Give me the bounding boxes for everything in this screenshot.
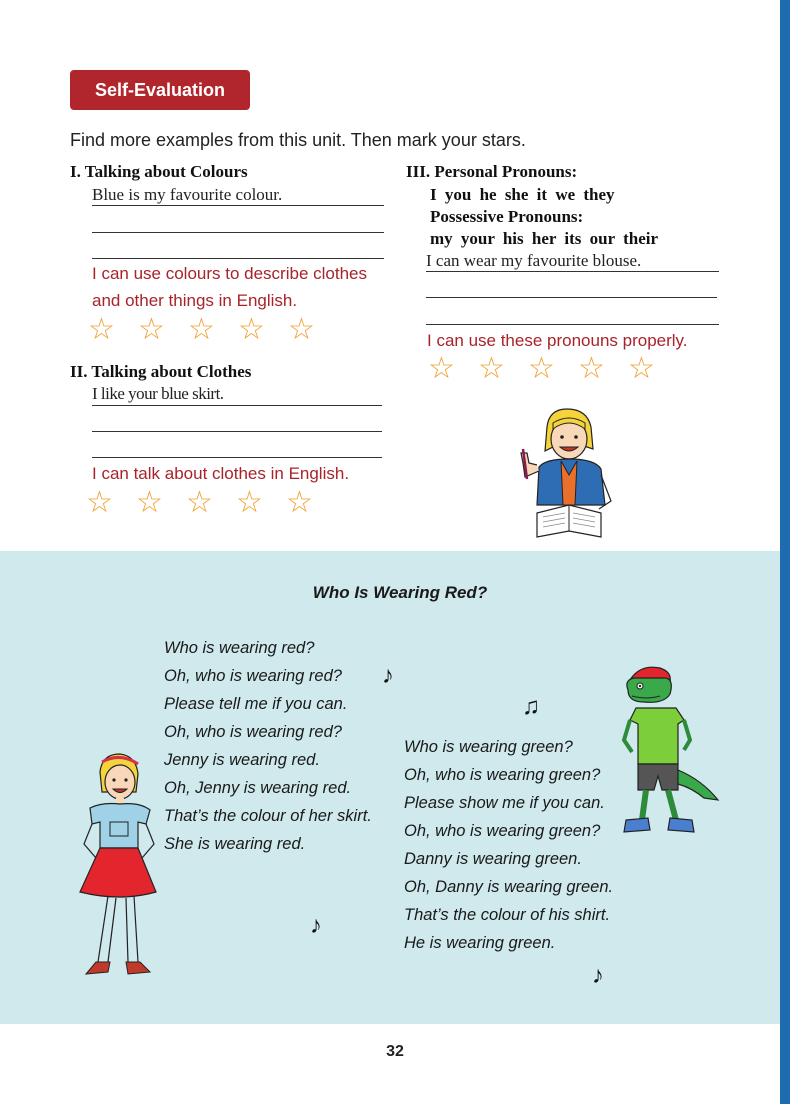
section2-heading: II. Talking about Clothes xyxy=(70,362,252,381)
star-icon[interactable]: ☆ xyxy=(578,352,605,385)
music-note-icon: ♫ xyxy=(522,693,540,720)
possessive-pronouns-list: my your his her its our their xyxy=(430,229,659,248)
star-icon[interactable]: ☆ xyxy=(238,313,265,346)
section3-can-do: I can use these pronouns properly. xyxy=(427,331,688,350)
star-icon[interactable]: ☆ xyxy=(138,313,165,346)
verse-line: Jenny is wearing red. xyxy=(164,751,320,769)
section2-can-do: I can talk about clothes in English. xyxy=(92,464,350,483)
verse-line: He is wearing green. xyxy=(404,934,556,952)
section3-heading: III. Personal Pronouns: xyxy=(406,162,578,181)
section1-writing-line-2 xyxy=(92,232,384,233)
star-icon[interactable]: ☆ xyxy=(286,486,313,519)
page-number: 32 xyxy=(386,1043,404,1060)
section1-writing-line-3 xyxy=(92,258,384,259)
music-note-icon: ♪ xyxy=(382,662,394,689)
verse-line: Oh, who is wearing red? xyxy=(164,667,342,685)
verse-line: Oh, who is wearing green? xyxy=(404,766,601,784)
verse-line: Who is wearing green? xyxy=(404,738,573,756)
jenny-girl-illustration xyxy=(66,752,166,982)
section1-can-do-line1: I can use colours to describe clothes xyxy=(92,264,367,283)
music-note-icon: ♪ xyxy=(310,912,322,939)
star-icon[interactable]: ☆ xyxy=(288,313,315,346)
verse-line: Oh, Jenny is wearing red. xyxy=(164,779,352,797)
verse-line: She is wearing red. xyxy=(164,835,306,853)
section1-can-do xyxy=(92,260,367,314)
star-icon[interactable]: ☆ xyxy=(188,313,215,346)
star-icon[interactable]: ☆ xyxy=(88,313,115,346)
verse-line: Danny is wearing green. xyxy=(404,850,582,868)
music-note-icon: ♪ xyxy=(592,962,604,989)
star-icon[interactable]: ☆ xyxy=(428,352,455,385)
star-icon[interactable]: ☆ xyxy=(86,486,113,519)
possessive-pronouns-heading: Possessive Pronouns: xyxy=(430,207,584,226)
verse-line: That’s the colour of her skirt. xyxy=(164,807,372,825)
section1-can-do-line2: and other things in English. xyxy=(92,291,298,310)
section2-star-rating[interactable] xyxy=(86,488,336,518)
verse-line: Oh, who is wearing green? xyxy=(404,822,601,840)
song-title: Who Is Wearing Red? xyxy=(312,583,488,602)
section1-writing-line-1 xyxy=(92,205,384,206)
star-icon[interactable]: ☆ xyxy=(478,352,505,385)
girl-reading-illustration xyxy=(515,405,625,545)
star-icon[interactable]: ☆ xyxy=(628,352,655,385)
verse-line: That’s the colour of his shirt. xyxy=(404,906,611,924)
verse-line: Oh, Danny is wearing green. xyxy=(404,878,614,896)
star-icon[interactable]: ☆ xyxy=(236,486,263,519)
section2-writing-line-3 xyxy=(92,457,382,458)
section3-writing-line-2 xyxy=(426,297,717,298)
danny-dinosaur-illustration xyxy=(618,660,728,850)
section3-star-rating[interactable] xyxy=(428,354,678,384)
star-icon[interactable]: ☆ xyxy=(528,352,555,385)
song-verse-1 xyxy=(164,634,372,858)
page-edge-bar xyxy=(780,0,790,1104)
section3-writing-line-3 xyxy=(426,324,719,325)
section1-star-rating[interactable] xyxy=(88,315,338,345)
song-verse-2 xyxy=(404,733,613,957)
instruction-text: Find more examples from this unit. Then mark your stars. xyxy=(70,130,526,150)
verse-line: Please show me if you can. xyxy=(404,794,605,812)
verse-line: Who is wearing red? xyxy=(164,639,315,657)
section2-example: I like your blue skirt. xyxy=(92,384,224,403)
section1-example: Blue is my favourite colour. xyxy=(92,185,283,204)
star-icon[interactable]: ☆ xyxy=(186,486,213,519)
verse-line: Please tell me if you can. xyxy=(164,695,348,713)
section2-writing-line-2 xyxy=(92,431,382,432)
verse-line: Oh, who is wearing red? xyxy=(164,723,342,741)
section2-writing-line-1 xyxy=(92,405,382,406)
personal-pronouns-list: I you he she it we they xyxy=(430,185,615,204)
section3-writing-line-1 xyxy=(426,271,719,272)
section1-heading: I. Talking about Colours xyxy=(70,162,248,181)
section3-example: I can wear my favourite blouse. xyxy=(426,251,642,270)
self-evaluation-badge: Self-Evaluation xyxy=(70,70,250,110)
star-icon[interactable]: ☆ xyxy=(136,486,163,519)
